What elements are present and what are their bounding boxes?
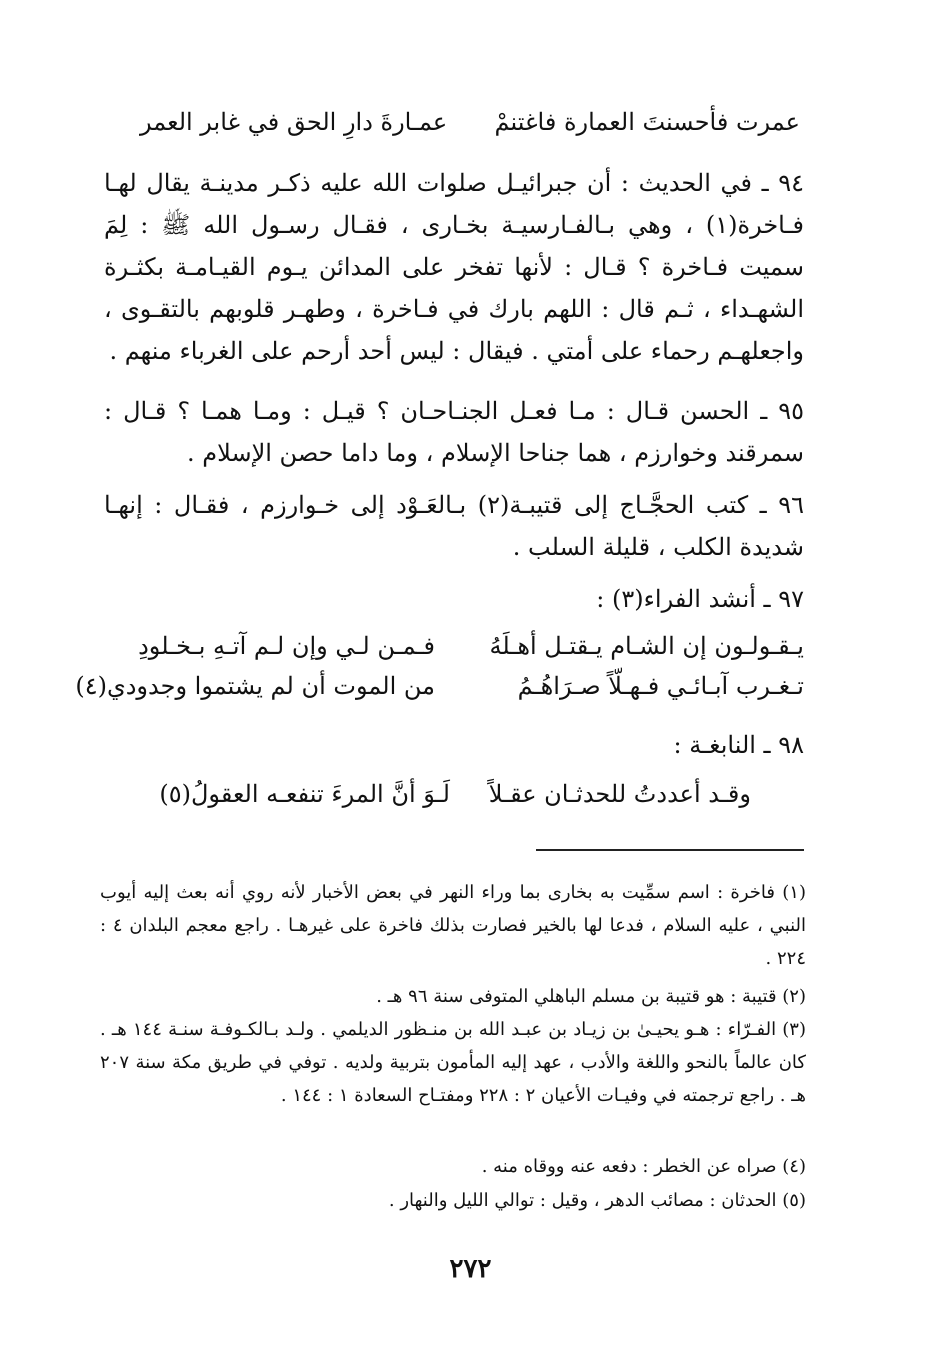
footnote-separator xyxy=(536,849,804,851)
paragraph-98-heading: ٩٨ ـ النابغـة : xyxy=(673,731,804,759)
verse-2-first-hemistich: تـغـرب آبـائـي فـهـلّاً صـرَاهُـمُ xyxy=(517,672,804,700)
page-number: ٢٧٢ xyxy=(449,1254,492,1284)
footnote-3: (٣) الفـرّاء : هـو يحيـىٰ بن زيـاد بن عبـد الله بن منـظور الديلمي . ولـد بـالكـوفـة سنـة ١٤٤ هـ . كان عالماً بالنحو واللغة والأدب ، عهد إليه المأمون بتربية ولديه . توفي في طريق مكة سنة ٢٠٧ هـ . راجع ترجمته في وفيـات الأعيان ٢ : ٢٢٨ ومفتـاح السعادة ١ : ١٤٤ . xyxy=(100,1019,806,1106)
header-hemistich-left: عمـارةَ دارِ الحق في غابر العمر xyxy=(140,108,448,136)
footnote-4: (٤) صراه عن الخطر : دفعه عنه ووقاه منه . xyxy=(481,1156,806,1177)
paragraph-95: ٩٥ ـ الحسن قـال : مـا فعـل الجنـاحـان ؟ قيـل : ومـا همـا ؟ قـال : سمرقند وخوارزم ، هما جناحا الإسلام ، وما داما حصن الإسلام . xyxy=(104,397,804,467)
paragraph-94: ٩٤ ـ في الحديث : أن جبرائيـل صلوات الله عليه ذكـر مدينـة يقال لهـا فـاخرة(١) ، وهي بـالفـارسيـة بخـارى ، فقـال رسـول الله ﷺ : لِمَ سميت فـاخرة ؟ قـال : لأنها تفخر على المدائن يـوم القيـامـة بكثـرة الشهـداء ، ثـم قال : اللهم بارك في فـاخرة ، وطهـر قلوبهم بالتقـوى ، واجعلهـم رحماء على أمتي . فيقال : ليس أحد أرحم على الغرباء منهم . xyxy=(104,169,805,365)
verse-3-second-hemistich: لَـوَ أنَّ المرءَ تنفعـه العقولُ(٥) xyxy=(159,780,450,808)
paragraph-97-heading: ٩٧ ـ أنشد الفراء(٣) : xyxy=(596,585,804,613)
header-hemistich-right: عمرت فأحسنتَ العمارة فاغتنمْ xyxy=(494,108,800,136)
verse-1-second-hemistich: فـمـن لـي وإن لـم آتـهِ بـخـلودِ xyxy=(138,632,435,660)
verse-3-first-hemistich: وقـد أعددتُ للحدثـان عقـلاً xyxy=(488,780,751,808)
verse-2-second-hemistich: من الموت أن لم يشتموا وجدودي(٤) xyxy=(75,672,435,700)
footnote-2: (٢) قتيبة : هو قتيبة بن مسلم الباهلي المتوفى سنة ٩٦ هـ . xyxy=(376,986,806,1007)
verse-1-first-hemistich: يـقـولـون إن الشـام يـقتـل أهـلَهُ xyxy=(489,632,804,660)
paragraph-96: ٩٦ ـ كتب الحجَّـاج إلى قتيبـة(٢) بـالعَـوْد إلى خـوارزم ، فقـال : إنهـا شديدة الكلب ، قليلة السلب . xyxy=(104,491,805,561)
footnote-1: (١) فاخرة : اسم سمِّيت به بخارى بما وراء النهر في بعض الأخبار لأنه روي أنه بعث إليه أيوب النبي ، عليه السلام ، فدعا لها بالخير فصارت بذلك فاخرة على غيرهـا . راجع معجم البلدان ٤ : ٢٢٤ . xyxy=(100,882,806,969)
running-header xyxy=(140,108,800,148)
footnote-5: (٥) الحدثان : مصائب الدهر ، وقيل : توالي الليل والنهار . xyxy=(388,1190,806,1211)
